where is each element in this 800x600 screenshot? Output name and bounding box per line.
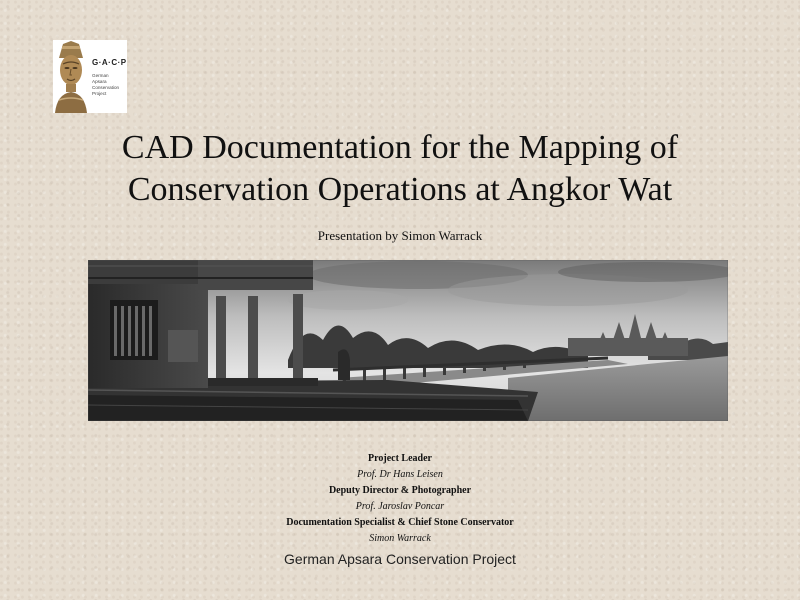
apsara-face-icon [53,40,89,113]
presenter-line: Presentation by Simon Warrack [317,228,483,243]
title-line-1: CAD Documentation for the Mapping of [121,129,679,166]
credit-role: Documentation Specialist & Chief Stone Conservator [286,517,514,528]
credit-role: Project Leader [368,453,432,464]
angkor-wat-panorama-photo [88,260,728,421]
organization-footer: German Apsara Conservation Project [284,551,516,567]
slide-title [0,127,800,211]
credit-name: Prof. Dr Hans Leisen [357,469,443,480]
project-credits [0,451,800,547]
title-line-2: Conservation Operations at Angkor Wat [127,171,673,208]
credit-role: Deputy Director & Photographer [328,485,472,496]
gacp-logo [53,40,127,113]
logo-subtitle: German Apsara Conservation Project [92,73,120,96]
credit-name: Simon Warrack [369,533,431,544]
credit-name: Prof. Jaroslav Poncar [355,501,445,512]
logo-name: G·A·C·P [92,58,127,67]
